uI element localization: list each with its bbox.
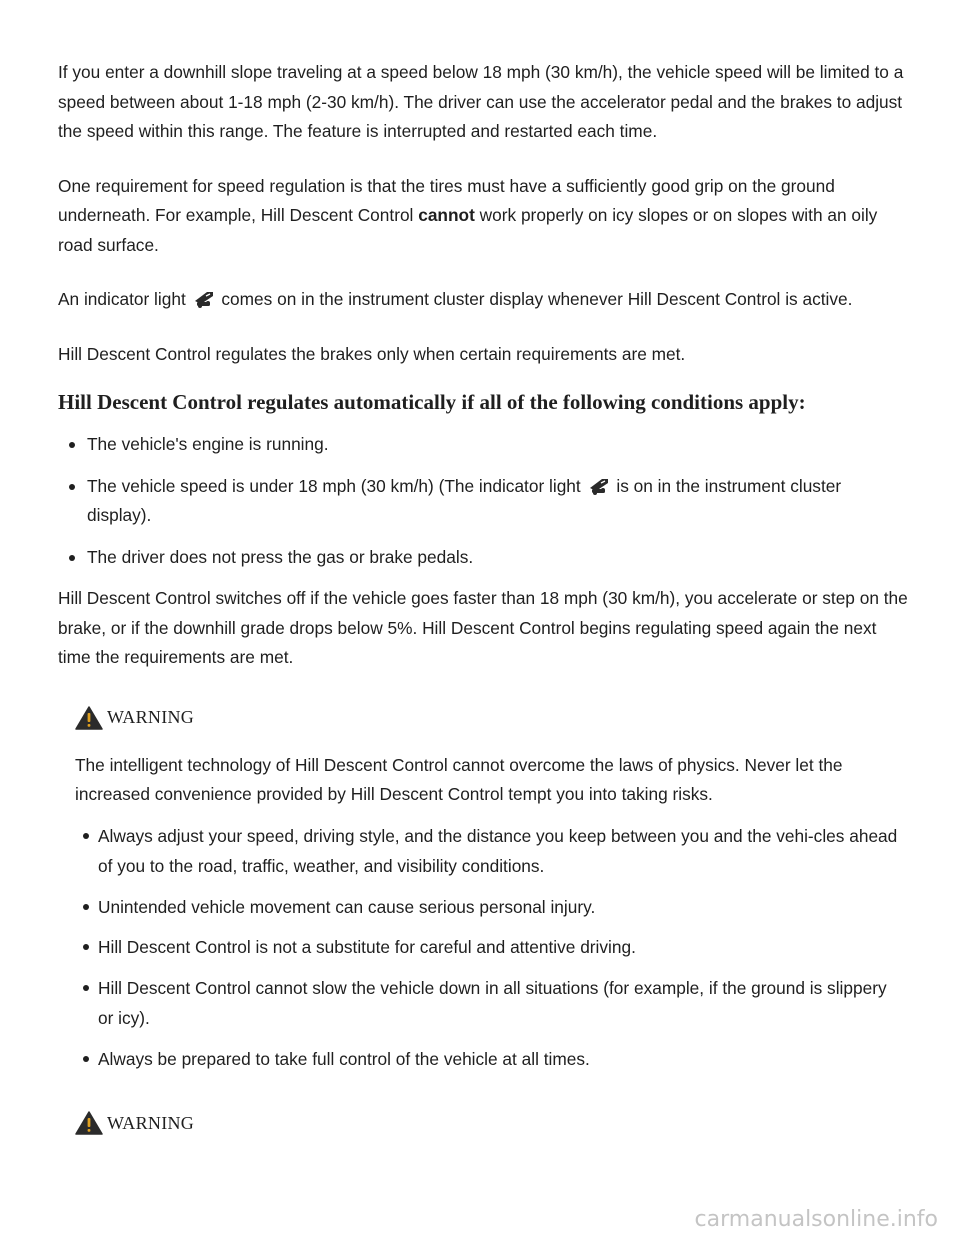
bullet-icon xyxy=(69,555,75,561)
bullet-icon xyxy=(83,985,89,991)
text-span: Hill Descent Control is not a substitute for careful and attentive driving. xyxy=(98,937,636,957)
text-span: Always adjust your speed, driving style, and the distance you keep between you and the vehi-cles ahead of you to the road, traffic, weather, and visibility conditions. xyxy=(98,825,898,876)
emphasis-cannot: cannot xyxy=(418,205,475,225)
text-span: Always be prepared to take full control of the vehicle at all times. xyxy=(98,1048,590,1069)
manual-page xyxy=(58,58,908,1138)
bullet-icon xyxy=(83,904,89,910)
text-span: One requirement for speed regulation is that the tires must have a sufficiently good grip on the ground underneath. For example, Hill Descent Control xyxy=(58,175,835,225)
hill-descent-indicator-icon xyxy=(589,477,609,495)
warning-triangle-icon xyxy=(75,706,103,730)
paragraph-speed-limit: If you enter a downhill slope traveling at a speed below 18 mph (30 km/h), the vehicle speed will be limited to a speed between about 1-18 mph (2-30 km/h). The driver can use the accelerator pedal and the brakes to adjust the speed within this range. The feature is interrupted and restarted each time. xyxy=(58,62,904,141)
paragraph-grip-requirement xyxy=(58,172,908,261)
warning-block xyxy=(75,703,901,1075)
warning-label: WARNING xyxy=(107,707,195,727)
conditions-list xyxy=(58,430,908,572)
warning-triangle-icon xyxy=(75,1111,103,1135)
list-item xyxy=(58,543,908,573)
watermark: carmanualsonline.info xyxy=(694,1207,938,1232)
warning-header xyxy=(75,1108,901,1138)
list-item xyxy=(75,932,901,963)
warning-block xyxy=(75,1108,901,1138)
warning-text: The intelligent technology of Hill Descent Control cannot overcome the laws of physics. Never let the increased convenience provided by Hill Descent Control tempt you into taking risks. xyxy=(75,754,843,804)
warning-label: WARNING xyxy=(107,1112,195,1133)
paragraph-switch-off: Hill Descent Control switches off if the vehicle goes faster than 18 mph (30 km/h), you accelerate or step on the brake, or if the downhill grade drops below 5%. Hill Descent Control begins regulating speed again the next time the requirements are met. xyxy=(58,588,908,667)
list-item xyxy=(58,430,908,460)
warning-header xyxy=(75,703,901,733)
text-span: An indicator light xyxy=(58,289,186,309)
section-heading: Hill Descent Control regulates automatically if all of the following conditions apply: xyxy=(58,390,806,414)
bullet-icon xyxy=(83,833,89,839)
list-item xyxy=(75,1044,901,1075)
paragraph-indicator-light xyxy=(58,285,908,315)
text-span: is on in the instrument cluster display). xyxy=(87,475,842,525)
text-span: comes on in the instrument cluster display whenever Hill Descent Control is active. xyxy=(221,289,853,309)
hill-descent-indicator-icon xyxy=(194,290,214,308)
bullet-icon xyxy=(69,442,75,448)
text-span: The driver does not press the gas or brake pedals. xyxy=(87,546,474,567)
text-span: The vehicle speed is under 18 mph (30 km/h) (The indicator light xyxy=(87,475,581,496)
bullet-icon xyxy=(83,944,89,950)
bullet-icon xyxy=(83,1056,89,1062)
warning-list xyxy=(75,821,901,1075)
text-span: work properly on icy slopes or on slopes with an oily road surface. xyxy=(58,205,878,255)
text-span: Unintended vehicle movement can cause serious personal injury. xyxy=(98,896,596,917)
paragraph-requirements: Hill Descent Control regulates the brakes only when certain requirements are met. xyxy=(58,343,686,364)
list-item xyxy=(75,973,901,1034)
text-span: The vehicle's engine is running. xyxy=(87,434,329,454)
list-item xyxy=(75,821,901,882)
text-span: Hill Descent Control cannot slow the vehicle down in all situations (for example, if the ground is slippery or icy). xyxy=(98,977,887,1028)
list-item xyxy=(58,472,908,531)
list-item xyxy=(75,892,901,923)
bullet-icon xyxy=(69,484,75,490)
